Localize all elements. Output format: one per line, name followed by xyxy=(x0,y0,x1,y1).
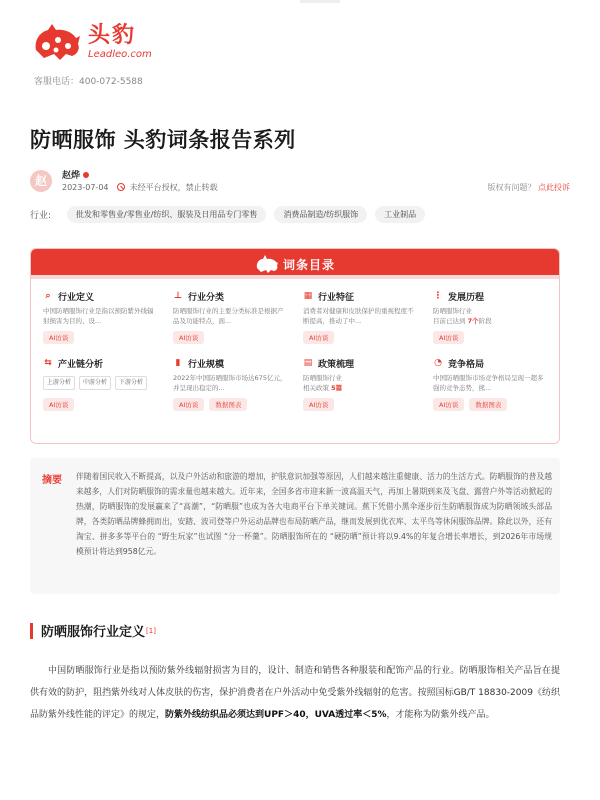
ai-interview-button[interactable]: AI访谈 xyxy=(303,331,334,344)
timeline-icon: ⋮ xyxy=(433,291,443,301)
policy-doc-icon: ▤ xyxy=(303,358,313,368)
definition-text-1: 中国防晒服饰行业是指以预防紫外线辐射损害为目的，设计、制造和销售各种服装和配饰产品的行业。防晒服饰相关产品旨在提供有效的防护，阻挡紫外线对人体皮肤的伤害，保护消费者在户外活动中免受紫外线辐射的危害。按照国标GB/T 18830-2009《纺织品防紫外线性能的评定》的规定， xyxy=(30,666,560,720)
catalog-item-scale[interactable] xyxy=(173,356,289,411)
definition-text-2: ，才能称为防紫外线产品。 xyxy=(386,710,495,720)
leopard-logo-icon xyxy=(30,20,82,64)
industry-tags xyxy=(30,206,433,223)
catalog-item-desc xyxy=(43,373,159,393)
catalog-item-definition[interactable] xyxy=(43,289,159,344)
catalog-item-classification[interactable] xyxy=(173,289,289,344)
verified-badge-icon xyxy=(83,172,89,178)
catalog-item-features[interactable] xyxy=(303,289,419,344)
author-name-text: 赵烨 xyxy=(62,171,81,181)
catalog-item-policy[interactable] xyxy=(303,356,419,411)
brand-logo[interactable] xyxy=(30,20,152,64)
data-chart-button[interactable]: 数据图表 xyxy=(209,398,247,411)
catalog-item-desc: 消费者对健康和皮肤保护的重视程度不断提高，推动了中... xyxy=(303,307,414,325)
pie-chart-icon: ◔ xyxy=(434,358,442,368)
author-row xyxy=(30,168,570,196)
catalog-item-title: 发展历程 xyxy=(448,292,485,303)
catalog-item-desc: 中国防晒服饰行业是指以预防紫外线辐射损害为目的、设... xyxy=(43,307,154,325)
catalog-item-history[interactable] xyxy=(433,289,549,344)
catalog-item-desc: 防晒服饰行业的主要分类标准是根据产品及功能特点，面... xyxy=(173,307,284,325)
top-divider xyxy=(300,0,340,3)
page-title: 防晒服饰 头豹词条报告系列 xyxy=(30,128,296,152)
ai-interview-button[interactable]: AI访谈 xyxy=(173,398,204,411)
catalog-grid xyxy=(43,289,549,411)
catalog-item-title: 行业分类 xyxy=(188,292,225,303)
catalog-item-desc: 中国防晒服饰市场竞争格局呈现一超多强的竞争态势，熊... xyxy=(433,374,544,392)
catalog-item-title: 竞争格局 xyxy=(448,359,485,370)
search-doc-icon: ⌕ xyxy=(45,291,51,301)
catalog-title: 词条目录 xyxy=(282,257,335,272)
data-chart-button[interactable]: 数据图表 xyxy=(469,398,507,411)
leopard-icon xyxy=(255,254,279,274)
catalog-item-desc xyxy=(303,373,419,393)
definition-bold: 防紫外线纺织品必须达到UPF＞40，UVA透过率＜5% xyxy=(165,710,387,720)
hierarchy-icon: ⊥ xyxy=(173,291,183,301)
complaint-link[interactable]: 点此投诉 xyxy=(538,183,570,192)
abstract-box xyxy=(30,458,560,594)
catalog-panel xyxy=(30,248,560,444)
definition-paragraph xyxy=(30,660,560,726)
policy-count: 5篇 xyxy=(331,384,343,392)
author-name[interactable] xyxy=(62,168,89,181)
catalog-item-desc xyxy=(433,306,549,326)
industry-tag[interactable]: 批发和零售业/零售业/纺织、服装及日用品专门零售 xyxy=(67,206,266,223)
industry-tag[interactable]: 工业制品 xyxy=(375,206,425,223)
publish-date: 2023-07-04 xyxy=(62,183,109,192)
copyright-question: 版权有问题？ xyxy=(487,183,536,192)
catalog-item-title: 产业链分析 xyxy=(58,359,104,370)
citation-link[interactable]: [1] xyxy=(146,626,156,635)
section-heading xyxy=(30,621,156,640)
abstract-label: 摘要 xyxy=(42,475,62,486)
industry-label: 行业: xyxy=(30,211,52,221)
history-desc-prefix: 防晒服饰行业 目前已达到 xyxy=(433,307,472,325)
catalog-header xyxy=(31,249,559,279)
catalog-item-chain[interactable] xyxy=(43,356,159,411)
feature-grid-icon: ▦ xyxy=(303,291,313,301)
industry-tag[interactable]: 消费品制造/纺织服饰 xyxy=(274,206,367,223)
bar-chart-icon: ▮ xyxy=(175,358,181,368)
catalog-item-title: 行业特征 xyxy=(318,292,355,303)
no-reprint-icon xyxy=(117,183,125,191)
downstream-tag[interactable]: 下游分析 xyxy=(115,376,147,390)
ai-interview-button[interactable]: AI访谈 xyxy=(303,398,334,411)
section-accent-bar xyxy=(30,623,33,639)
catalog-item-title: 行业规模 xyxy=(188,359,225,370)
history-desc-suffix: 阶段 xyxy=(478,317,492,325)
ai-interview-button[interactable]: AI访谈 xyxy=(43,331,74,344)
abstract-text: 伴随着国民收入不断提高，以及户外活动和旅游的增加，护肤意识加强等原因，人们越来越注重健康、活力的生活方式。防晒服饰的普及越来越多，人们对防晒服饰的需求量也越来越大。近年来，全国多省市迎来新一波高温天气，再加上暑期到来及飞盘、露营户外等活动掀起的热潮，防晒服饰的发展赢来了“高潮”，“防晒服”也成为各大电商平台下单关键词。蕉下凭借小黑伞逐步衍生防晒服饰成为防晒领域头部品牌，各类防晒品牌蜂拥而出，安踏、波司登等户外运动品牌也布局防晒产品，继而发展到优衣库、太平鸟等休闲服饰品牌。除此以外，还有淘宝、拼多多等平台的 “野生玩家”也试图 “分一杯羹”。防晒服饰所在的 “硬防晒”预计将以9.4%的年复合增长率增长，到2026年市场规模预计将达到958亿元。 xyxy=(76,472,552,556)
ai-interview-button[interactable]: AI访谈 xyxy=(173,331,204,344)
catalog-item-competition[interactable] xyxy=(433,356,549,411)
brand-name: 头豹 xyxy=(88,23,137,48)
service-phone: 客服电话：400-072-5588 xyxy=(34,77,143,87)
reprint-notice: 未经平台授权，禁止转载 xyxy=(129,183,218,192)
ai-interview-button[interactable]: AI访谈 xyxy=(43,398,74,411)
brand-domain: Leadleo.com xyxy=(88,49,152,60)
history-stage-count: 7个 xyxy=(467,317,479,325)
ai-interview-button[interactable]: AI访谈 xyxy=(433,398,464,411)
catalog-item-title: 行业定义 xyxy=(58,292,95,303)
author-meta xyxy=(62,182,218,193)
upstream-tag[interactable]: 上游分析 xyxy=(43,376,75,390)
catalog-item-desc: 2022年中国防晒服饰市场达675亿元，并呈现出稳定的... xyxy=(173,374,287,392)
catalog-item-title: 政策梳理 xyxy=(318,359,355,370)
policy-desc-prefix: 防晒服饰行业 相关政策 xyxy=(303,374,342,392)
chain-icon: ⇆ xyxy=(44,358,52,368)
section-title: 防晒服饰行业定义 xyxy=(41,625,146,640)
copyright-feedback xyxy=(487,182,570,193)
midstream-tag[interactable]: 中游分析 xyxy=(79,376,111,390)
avatar[interactable]: 赵 xyxy=(30,170,52,192)
ai-interview-button[interactable]: AI访谈 xyxy=(433,331,464,344)
